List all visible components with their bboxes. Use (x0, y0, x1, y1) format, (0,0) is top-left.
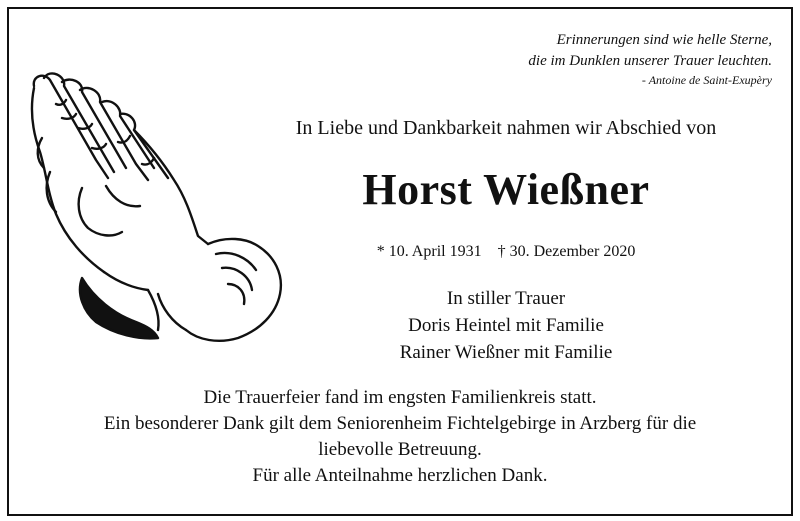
footer-line: Für alle Anteilnahme herzlichen Dank. (252, 465, 548, 486)
quote-block (528, 30, 772, 88)
quote-author: - Antoine de Saint-Exupèry (641, 73, 772, 87)
intro-text: In Liebe und Dankbarkeit nahmen wir Abschied von (295, 117, 717, 139)
life-dates (240, 243, 772, 261)
quote-line-2: die im Dunklen unserer Trauer leuchten. (528, 53, 772, 69)
footer-text (20, 385, 780, 489)
mourners-block (240, 285, 772, 366)
death-date: † 30. Dezember 2020 (497, 243, 636, 260)
deceased-name: Horst Wießner (362, 165, 650, 214)
mourner-line: Rainer Wießner mit Familie (399, 342, 613, 363)
footer-line: liebevolle Betreuung. (318, 439, 482, 460)
footer-line: Die Trauerfeier fand im engsten Familienkreis statt. (203, 387, 597, 408)
birth-date: * 10. April 1931 (376, 243, 482, 260)
footer-line: Ein besonderer Dank gilt dem Seniorenheim Fichtelgebirge in Arzberg für die (103, 413, 697, 434)
mourner-line: Doris Heintel mit Familie (408, 315, 604, 336)
mourners-heading: In stiller Trauer (446, 288, 566, 309)
quote-line-1: Erinnerungen sind wie helle Sterne, (556, 32, 772, 48)
